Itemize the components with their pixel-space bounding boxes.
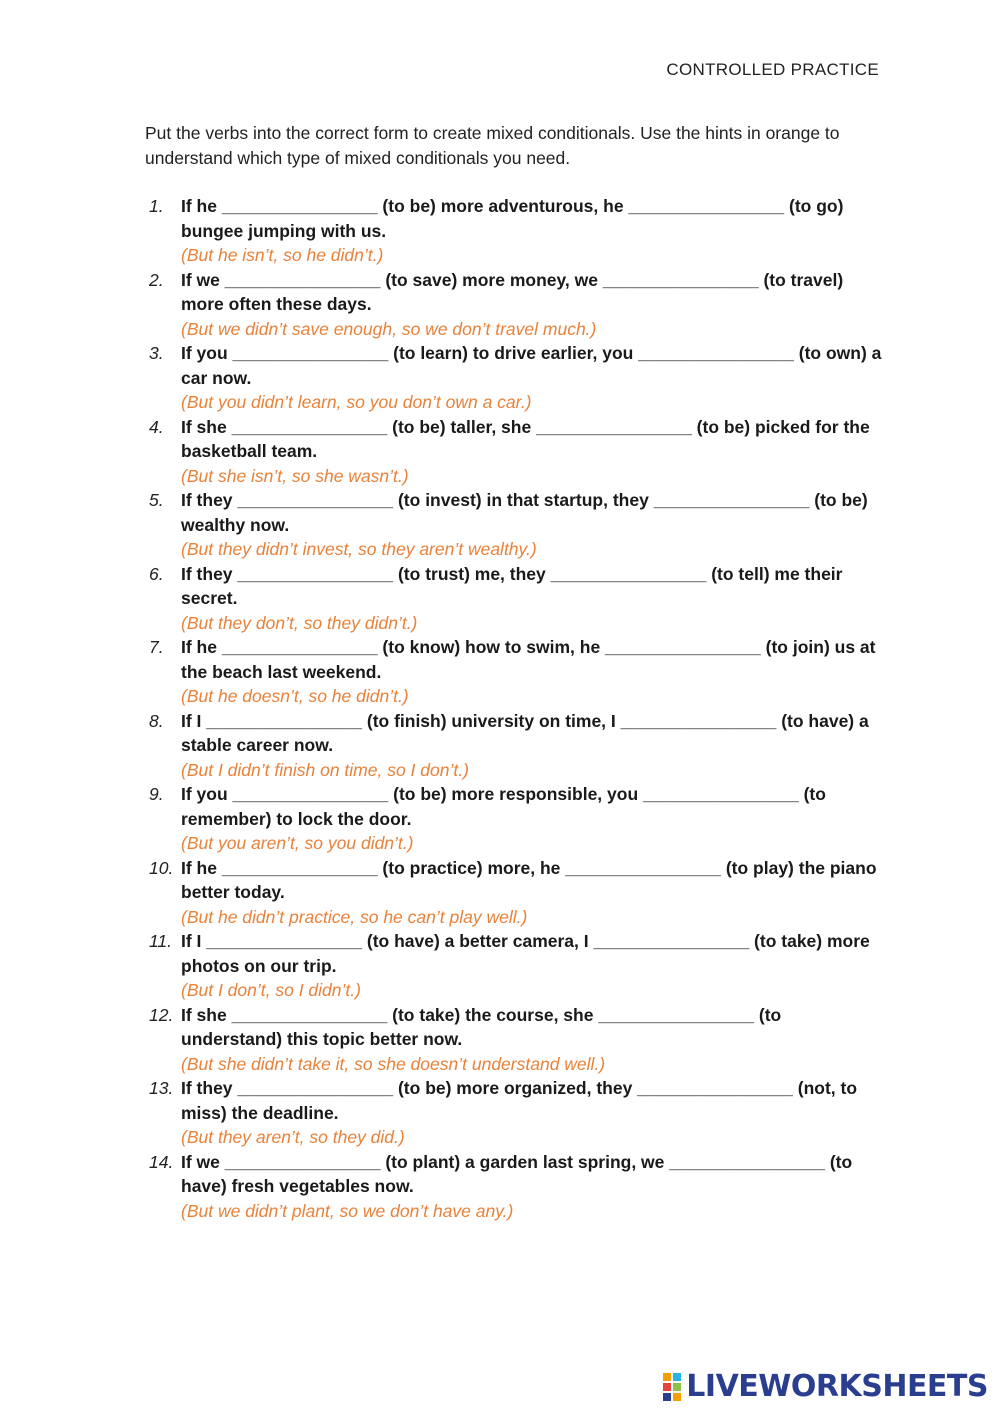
exercise-item xyxy=(145,1076,885,1150)
item-question: If we ________________ (to save) more money, we ________________ (to travel) more often these days. xyxy=(181,269,844,314)
item-number: 8. xyxy=(149,710,164,731)
item-hint: (But I didn’t finish on time, so I don’t.) xyxy=(181,759,469,780)
exercise-item xyxy=(145,415,885,489)
page-header-title: CONTROLLED PRACTICE xyxy=(666,60,879,79)
item-number: 14. xyxy=(149,1151,174,1172)
item-question: If he ________________ (to be) more adventurous, he ________________ (to go) bungee jumping with us. xyxy=(181,196,844,241)
item-question: If we ________________ (to plant) a garden last spring, we ________________ (to have) fresh vegetables now. xyxy=(181,1151,853,1196)
item-number: 6. xyxy=(149,563,164,584)
item-hint: (But they didn’t invest, so they aren’t wealthy.) xyxy=(181,539,537,559)
liveworksheets-logo-text: LIVEWORKSHEETS xyxy=(686,1369,988,1404)
item-question: If I ________________ (to have) a better camera, I ________________ (to take) more photos on our trip. xyxy=(181,931,870,976)
exercise-item xyxy=(145,929,885,1003)
exercise-item xyxy=(145,1003,885,1077)
item-hint: (But you didn’t learn, so you don’t own a car.) xyxy=(181,392,532,412)
item-number: 7. xyxy=(149,637,164,657)
item-hint: (But they don’t, so they didn’t.) xyxy=(181,612,418,633)
item-question: If you ________________ (to be) more responsible, you ________________ (to remember) to lock the door. xyxy=(181,784,826,829)
item-hint: (But you aren’t, so you didn’t.) xyxy=(181,833,414,853)
exercise-list xyxy=(145,194,885,1223)
item-number: 5. xyxy=(149,490,164,510)
item-question: If they ________________ (to be) more organized, they ________________ (not, to miss) the deadline. xyxy=(181,1078,858,1123)
exercise-item xyxy=(145,194,885,268)
exercise-item xyxy=(145,562,885,636)
item-hint: (But they aren’t, so they did.) xyxy=(181,1127,405,1147)
item-number: 10. xyxy=(149,857,174,878)
item-question: If they ________________ (to invest) in that startup, they ________________ (to be) wealthy now. xyxy=(181,490,868,535)
item-question: If he ________________ (to practice) more, he ________________ (to play) the piano better today. xyxy=(181,857,877,902)
item-question: If she ________________ (to be) taller, she ________________ (to be) picked for the basketball team. xyxy=(181,416,870,461)
item-number: 3. xyxy=(149,343,164,363)
item-number: 4. xyxy=(149,416,164,437)
item-hint: (But she didn’t take it, so she doesn’t understand well.) xyxy=(181,1053,606,1074)
item-hint: (But I don’t, so I didn’t.) xyxy=(181,980,361,1000)
item-hint: (But he doesn’t, so he didn’t.) xyxy=(181,686,409,706)
liveworksheets-logo[interactable] xyxy=(663,1369,988,1404)
item-question: If they ________________ (to trust) me, they ________________ (to tell) me their secret. xyxy=(181,563,843,608)
item-number: 13. xyxy=(149,1078,174,1098)
exercise-item xyxy=(145,782,885,856)
item-hint: (But he didn’t practice, so he can’t play well.) xyxy=(181,906,528,927)
exercise-item xyxy=(145,1150,885,1224)
item-question: If you ________________ (to learn) to drive earlier, you ________________ (to own) a car now. xyxy=(181,343,882,388)
item-hint: (But we didn’t plant, so we don’t have any.) xyxy=(181,1200,514,1221)
exercise-item xyxy=(145,488,885,562)
item-number: 2. xyxy=(149,269,164,290)
item-number: 9. xyxy=(149,784,164,804)
item-question: If she ________________ (to take) the course, she ________________ (to understand) this topic better now. xyxy=(181,1004,782,1049)
exercise-item xyxy=(145,341,885,415)
item-hint: (But he isn’t, so he didn’t.) xyxy=(181,245,384,265)
item-hint: (But we didn’t save enough, so we don’t travel much.) xyxy=(181,318,597,339)
item-question: If he ________________ (to know) how to swim, he ________________ (to join) us at the beach last weekend. xyxy=(181,637,876,682)
item-number: 11. xyxy=(149,931,173,951)
item-number: 1. xyxy=(149,196,164,216)
liveworksheets-logo-icon xyxy=(663,1373,681,1401)
item-hint: (But she isn’t, so she wasn’t.) xyxy=(181,465,409,486)
exercise-item xyxy=(145,709,885,783)
exercise-item xyxy=(145,268,885,342)
item-question: If I ________________ (to finish) university on time, I ________________ (to have) a stable career now. xyxy=(181,710,869,755)
instructions-text: Put the verbs into the correct form to create mixed conditionals. Use the hints in orange to understand which type of mixed conditionals you need. xyxy=(145,123,840,168)
exercise-item xyxy=(145,635,885,709)
item-number: 12. xyxy=(149,1004,174,1025)
exercise-item xyxy=(145,856,885,930)
